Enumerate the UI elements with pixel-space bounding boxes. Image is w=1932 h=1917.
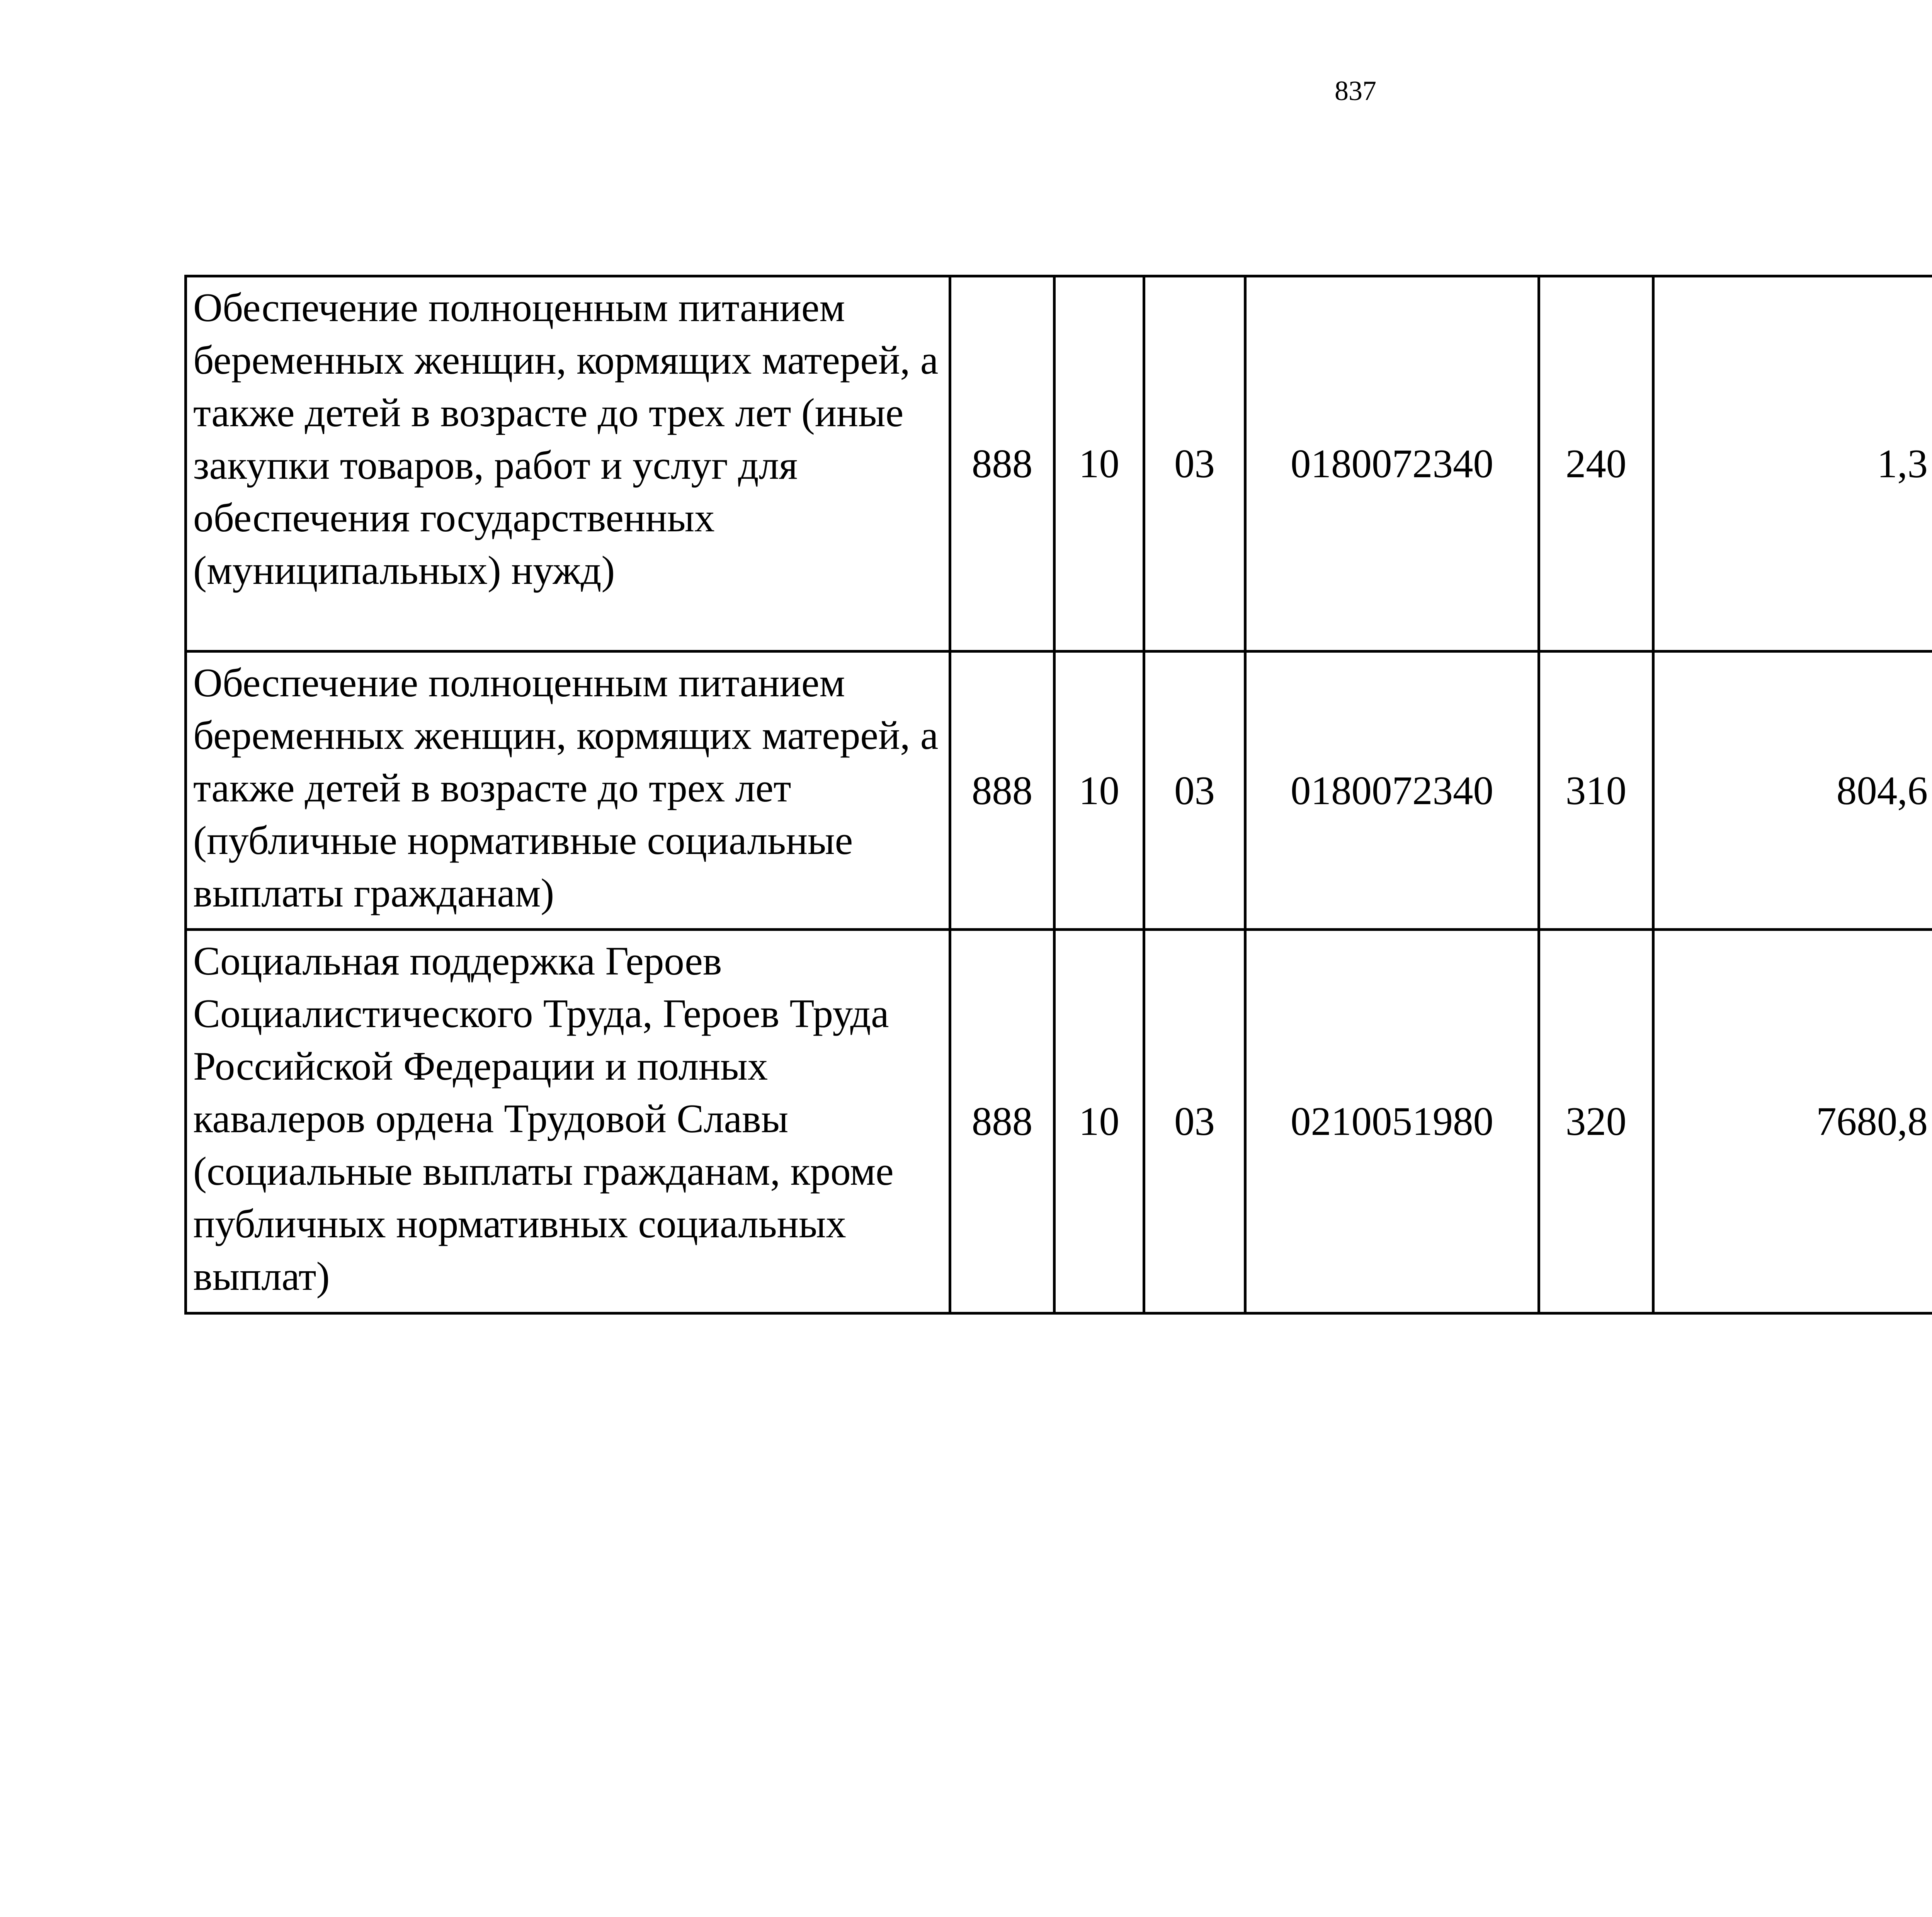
section-code: 10: [1054, 930, 1144, 1313]
section-code: 10: [1054, 651, 1144, 930]
subsection-code: 03: [1144, 930, 1245, 1313]
target-article-code: 0210051980: [1245, 930, 1539, 1313]
section-code: 10: [1054, 276, 1144, 651]
page-number: 837: [1335, 75, 1376, 106]
budget-table: [184, 275, 1932, 1315]
amount-1: 7680,8: [1653, 930, 1932, 1313]
amount-1: 1,3: [1653, 276, 1932, 651]
target-article-code: 0180072340: [1245, 276, 1539, 651]
table-row: [186, 930, 1932, 1313]
amount-1: 804,6: [1653, 651, 1932, 930]
subsection-code: 03: [1144, 276, 1245, 651]
row-description: Социальная поддержка Героев Социалистического Труда, Героев Труда Российской Федерации и полных кавалеров ордена Трудовой Славы (социальные выплаты гражданам, кроме публичных нормативных социальных выплат): [186, 930, 950, 1313]
ministry-code: 888: [950, 276, 1054, 651]
row-description: Обеспечение полноценным питанием беременных женщин, кормящих матерей, а также детей в возрасте до трех лет (иные закупки товаров, работ и услуг для обеспечения государственных (муниципальных) нужд): [186, 276, 950, 651]
expense-type-code: 240: [1539, 276, 1653, 651]
row-description: Обеспечение полноценным питанием беременных женщин, кормящих матерей, а также детей в возрасте до трех лет (публичные нормативные социальные выплаты гражданам): [186, 651, 950, 930]
table-row: [186, 276, 1932, 651]
ministry-code: 888: [950, 651, 1054, 930]
expense-type-code: 310: [1539, 651, 1653, 930]
expense-type-code: 320: [1539, 930, 1653, 1313]
target-article-code: 0180072340: [1245, 651, 1539, 930]
table-row: [186, 651, 1932, 930]
ministry-code: 888: [950, 930, 1054, 1313]
subsection-code: 03: [1144, 651, 1245, 930]
